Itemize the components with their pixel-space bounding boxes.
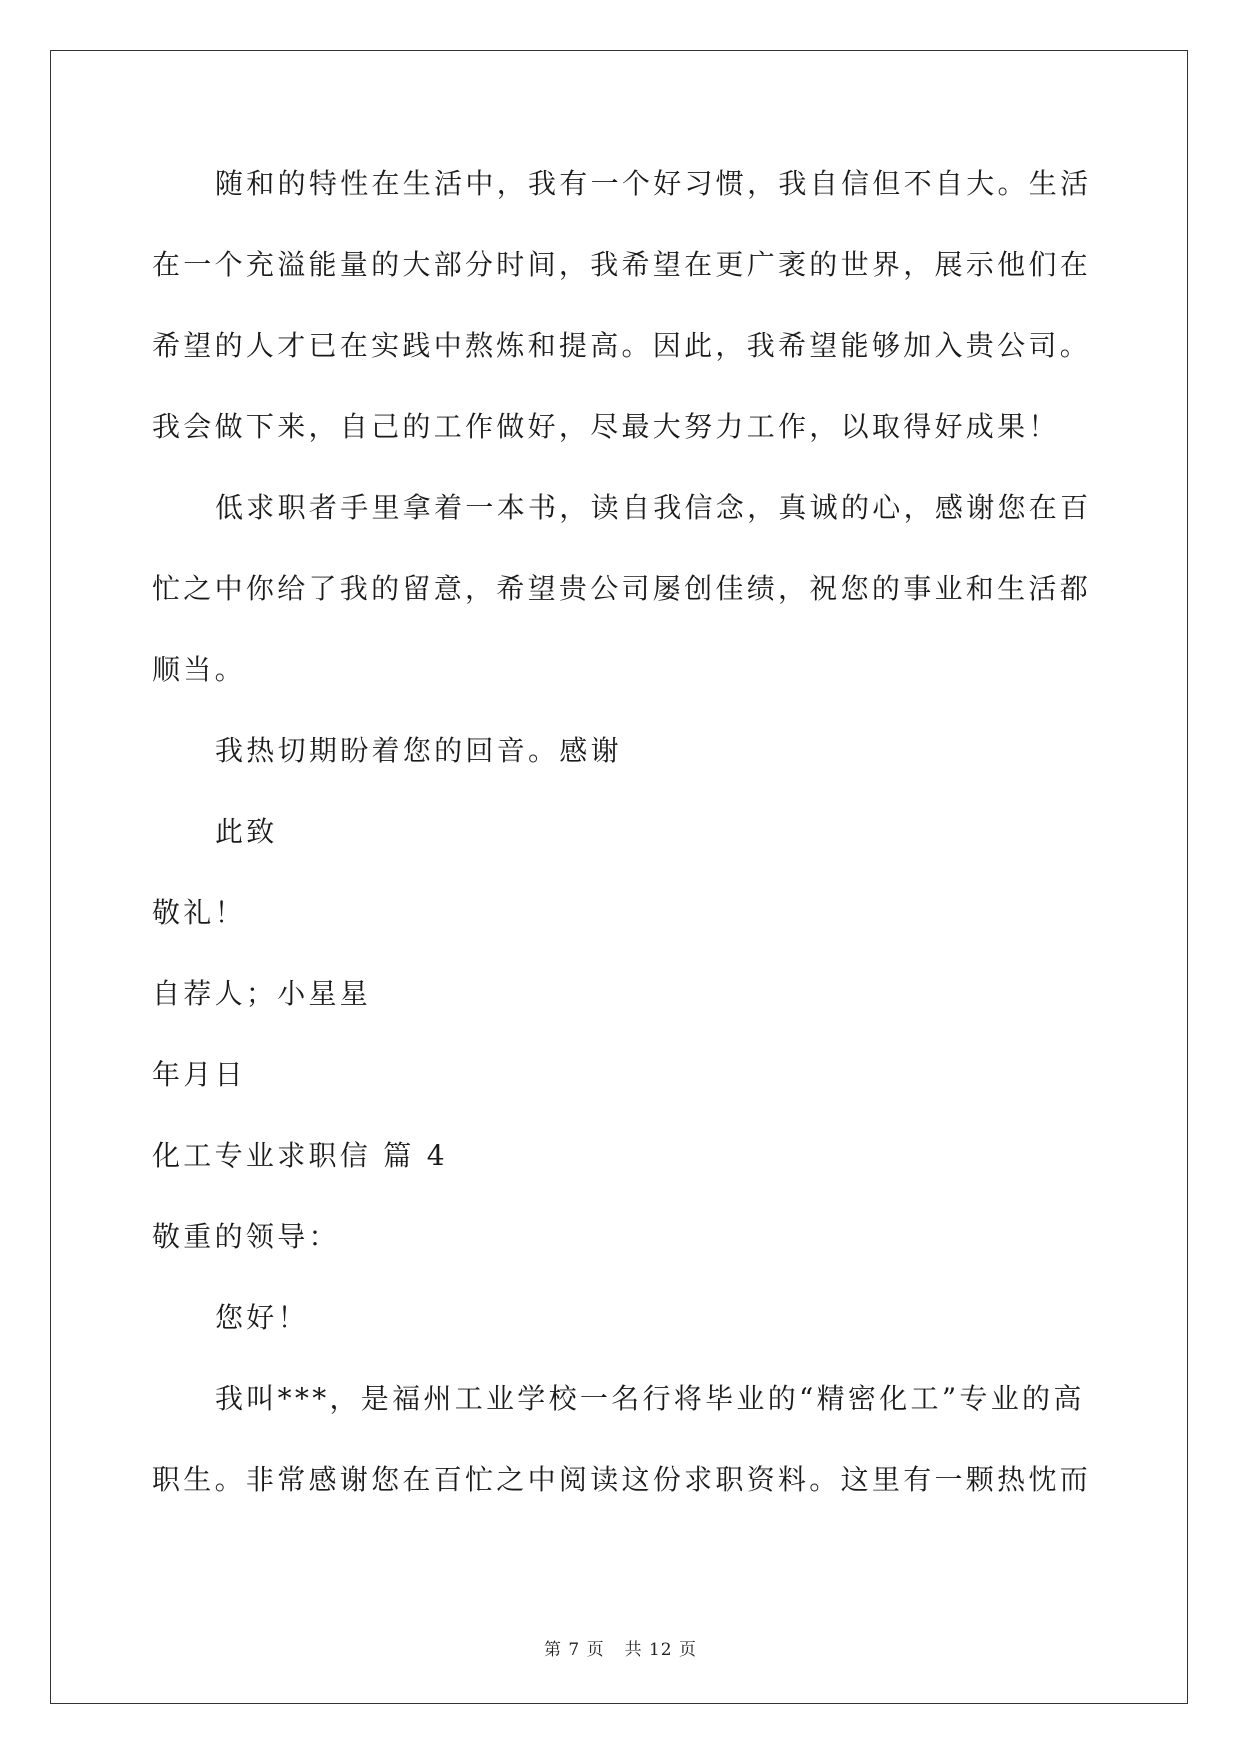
- paragraph-line: 职生。非常感谢您在百忙之中阅读这份求职资料。这里有一颗热忱而: [152, 1463, 1092, 1496]
- paragraph-line: 我热切期盼着您的回音。感谢: [215, 734, 622, 767]
- paragraph-line: 忙之中你给了我的留意，希望贵公司屡创佳绩，祝您的事业和生活都: [152, 572, 1092, 605]
- closing-line: 此致: [215, 815, 278, 848]
- greeting-line: 敬重的领导：: [152, 1220, 340, 1253]
- paragraph-line: 顺当。: [152, 653, 246, 686]
- greeting-line: 您好！: [215, 1301, 309, 1334]
- paragraph-line: 我叫***，是福州工业学校一名行将毕业的“精密化工”专业的高: [215, 1382, 1085, 1415]
- date-line: 年月日: [152, 1058, 246, 1091]
- page-footer: [0, 1635, 1241, 1660]
- page-number: 第 7 页: [543, 1640, 605, 1660]
- paragraph-line: 随和的特性在生活中，我有一个好习惯，我自信但不自大。生活: [215, 167, 1092, 200]
- paragraph-line: 在一个充溢能量的大部分时间，我希望在更广袤的世界，展示他们在: [152, 248, 1092, 281]
- paragraph-line: 我会做下来，自己的工作做好，尽最大努力工作，以取得好成果！: [152, 410, 1060, 443]
- page-total: 共 12 页: [624, 1640, 698, 1660]
- salutation-line: 敬礼！: [152, 896, 246, 929]
- signature-line: 自荐人；小星星: [152, 977, 372, 1010]
- paragraph-line: 低求职者手里拿着一本书，读自我信念，真诚的心，感谢您在百: [215, 491, 1092, 524]
- document-body: [152, 162, 1092, 1539]
- section-title: 化工专业求职信 篇 4: [152, 1139, 448, 1172]
- paragraph-line: 希望的人才已在实践中熬炼和提高。因此，我希望能够加入贵公司。: [152, 329, 1092, 362]
